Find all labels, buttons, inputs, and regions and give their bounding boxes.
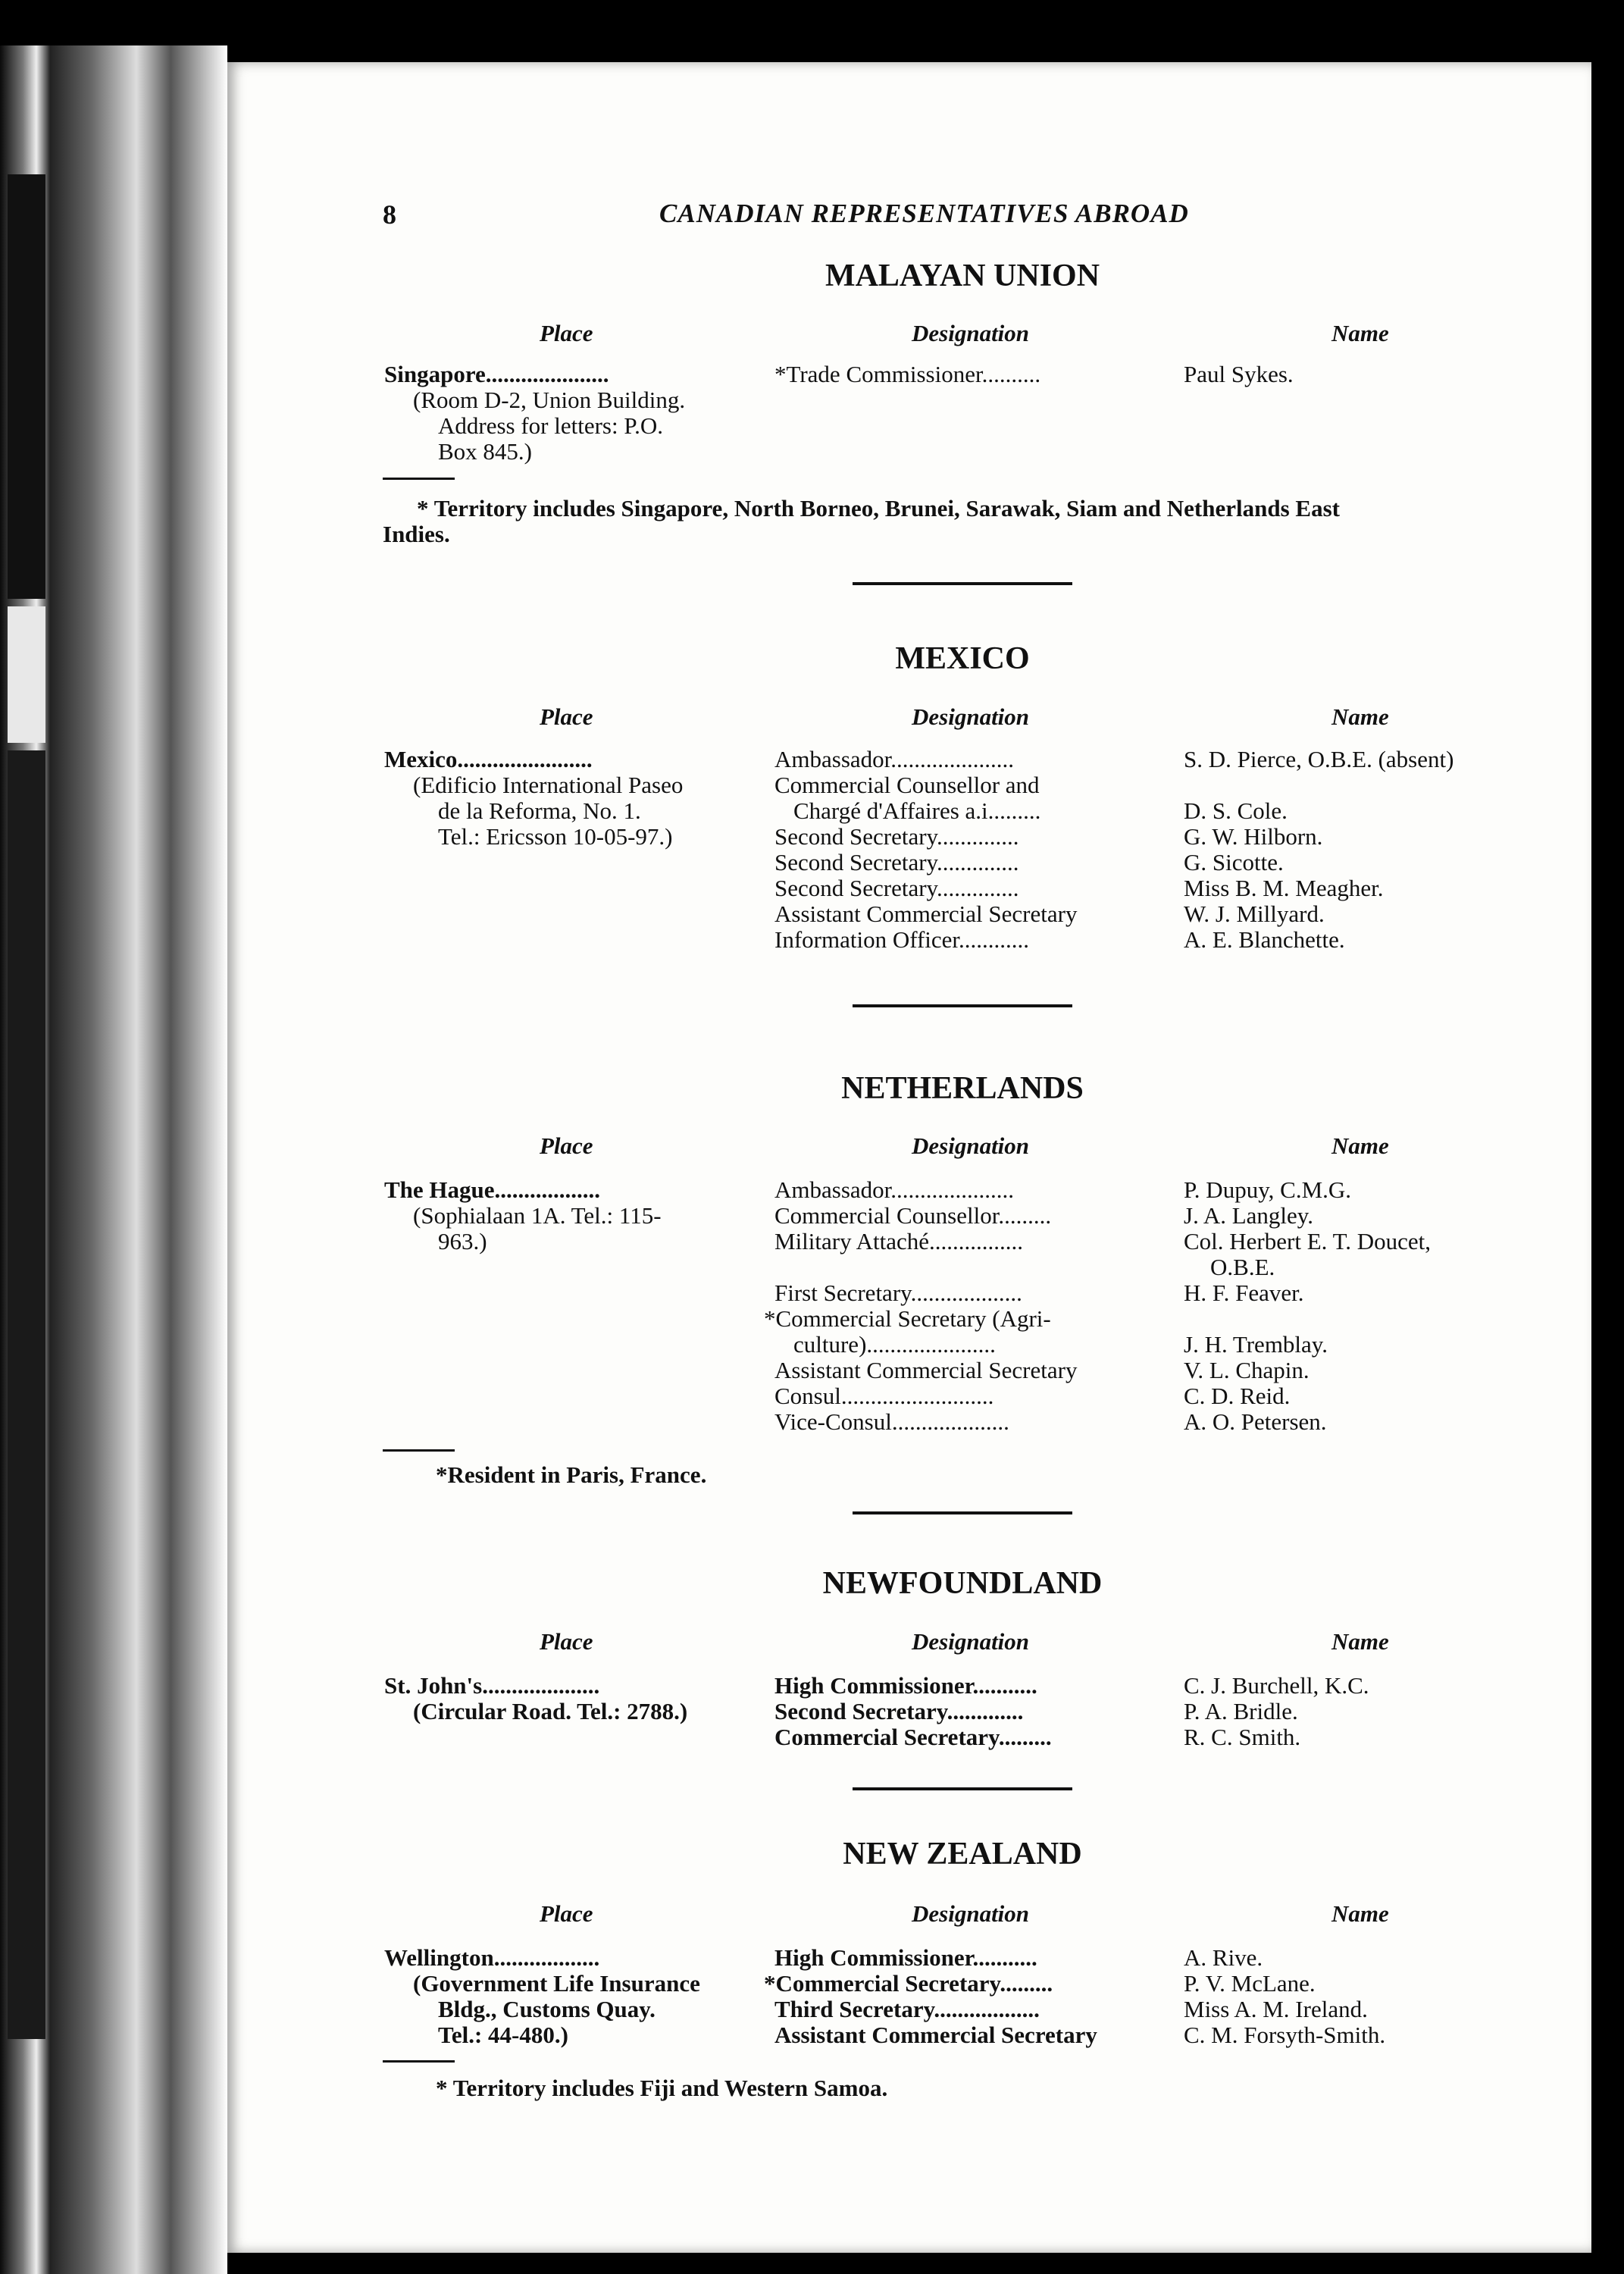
representative-name: Miss B. M. Meagher. xyxy=(1184,875,1384,901)
section-title-malayan-union: MALAYAN UNION xyxy=(825,258,1100,293)
representative-name: A. Rive. xyxy=(1184,1944,1263,1971)
representative-name: G. Sicotte. xyxy=(1184,849,1284,875)
binding-shadow xyxy=(8,174,45,599)
footnote-rule xyxy=(383,1449,455,1452)
representative-name: G. W. Hilborn. xyxy=(1184,823,1323,850)
designation: Second Secretary.............. xyxy=(774,875,1019,901)
scan-edge xyxy=(1591,45,1624,2274)
section-divider xyxy=(853,582,1072,585)
representative-name: Paul Sykes. xyxy=(1184,361,1294,387)
designation: Vice-Consul.................... xyxy=(774,1408,1009,1435)
designation: Second Secretary............. xyxy=(774,1698,1024,1724)
section-divider xyxy=(853,1787,1072,1790)
column-head-place: Place xyxy=(540,703,593,730)
page-number: 8 xyxy=(383,199,396,230)
representative-name: V. L. Chapin. xyxy=(1184,1357,1310,1383)
section-divider xyxy=(853,1004,1072,1007)
designation: Commercial Counsellor and xyxy=(774,772,1040,798)
column-head-name: Name xyxy=(1331,320,1389,346)
representative-name: P. Dupuy, C.M.G. xyxy=(1184,1176,1352,1203)
representative-name: Miss A. M. Ireland. xyxy=(1184,1996,1368,2022)
place-address-line: Address for letters: P.O. xyxy=(438,412,664,439)
designation: High Commissioner........... xyxy=(774,1944,1037,1971)
place-mexico: Mexico....................... xyxy=(384,746,593,772)
place-address-line: Tel.: 44-480.) xyxy=(438,2022,568,2048)
section-title-mexico: MEXICO xyxy=(895,641,1030,676)
representative-name: S. D. Pierce, O.B.E. (absent) xyxy=(1184,746,1454,772)
place-address-line: Tel.: Ericsson 10-05-97.) xyxy=(438,823,673,850)
column-head-designation: Designation xyxy=(912,320,1030,346)
place-address-line: (Government Life Insurance xyxy=(413,1970,700,1997)
designation: Consul.......................... xyxy=(774,1383,994,1409)
designation: Ambassador..................... xyxy=(774,1176,1015,1203)
designation: Third Secretary.................. xyxy=(774,1996,1040,2022)
designation: Assistant Commercial Secretary xyxy=(774,1357,1078,1383)
footnote: * Territory includes Fiji and Western Samoa. xyxy=(436,2075,888,2101)
designation: Chargé d'Affaires a.i......... xyxy=(793,797,1041,824)
designation: Ambassador..................... xyxy=(774,746,1015,772)
place-address-line: (Room D-2, Union Building. xyxy=(413,387,686,413)
representative-name: P. A. Bridle. xyxy=(1184,1698,1298,1724)
place-address-line: 963.) xyxy=(438,1228,487,1254)
place-address-line: (Edificio International Paseo xyxy=(413,772,684,798)
designation: High Commissioner........... xyxy=(774,1672,1037,1699)
designation: Commercial Counsellor......... xyxy=(774,1202,1052,1229)
column-head-name: Name xyxy=(1331,1628,1389,1655)
binding-shadow-lower xyxy=(8,750,45,2039)
representative-name: C. D. Reid. xyxy=(1184,1383,1291,1409)
representative-name: P. V. McLane. xyxy=(1184,1970,1316,1997)
designation: *Commercial Secretary (Agri- xyxy=(764,1305,1051,1332)
representative-name: W. J. Millyard. xyxy=(1184,901,1325,927)
designation: *Commercial Secretary......... xyxy=(764,1970,1053,1997)
footnote-rule xyxy=(383,2060,455,2063)
representative-name: J. H. Tremblay. xyxy=(1184,1331,1328,1358)
place-address-line: Box 845.) xyxy=(438,438,532,465)
place-address-line: (Sophialaan 1A. Tel.: 115- xyxy=(413,1202,662,1229)
section-title-new-zealand: NEW ZEALAND xyxy=(843,1837,1082,1872)
column-head-place: Place xyxy=(540,1900,593,1927)
place-singapore: Singapore..................... xyxy=(384,361,609,387)
place-address-line: de la Reforma, No. 1. xyxy=(438,797,641,824)
designation: First Secretary................... xyxy=(774,1280,1022,1306)
binding-highlight xyxy=(8,606,45,743)
designation: Military Attaché................ xyxy=(774,1228,1024,1254)
place-wellington: Wellington.................. xyxy=(384,1944,600,1971)
designation: culture)...................... xyxy=(793,1331,996,1358)
representative-name: A. O. Petersen. xyxy=(1184,1408,1327,1435)
representative-name: J. A. Langley. xyxy=(1184,1202,1314,1229)
column-head-name: Name xyxy=(1331,1900,1389,1927)
representative-name: A. E. Blanchette. xyxy=(1184,926,1345,953)
section-divider xyxy=(853,1511,1072,1514)
place-the-hague: The Hague.................. xyxy=(384,1176,601,1203)
footnote-rule xyxy=(383,478,455,480)
designation: Second Secretary.............. xyxy=(774,849,1019,875)
designation: *Trade Commissioner.......... xyxy=(774,361,1041,387)
representative-name: D. S. Cole. xyxy=(1184,797,1288,824)
designation: Assistant Commercial Secretary xyxy=(774,2022,1097,2048)
section-title-netherlands: NETHERLANDS xyxy=(841,1071,1084,1106)
footnote: *Resident in Paris, France. xyxy=(436,1461,707,1488)
representative-name: O.B.E. xyxy=(1210,1254,1275,1280)
column-head-place: Place xyxy=(540,1628,593,1655)
column-head-designation: Designation xyxy=(912,1900,1030,1927)
place-st-johns: St. John's.................... xyxy=(384,1672,600,1699)
column-head-designation: Designation xyxy=(912,703,1030,730)
designation: Assistant Commercial Secretary xyxy=(774,901,1078,927)
column-head-designation: Designation xyxy=(912,1628,1030,1655)
column-head-name: Name xyxy=(1331,703,1389,730)
column-head-name: Name xyxy=(1331,1132,1389,1159)
running-title: CANADIAN REPRESENTATIVES ABROAD xyxy=(659,199,1189,228)
representative-name: Col. Herbert E. T. Doucet, xyxy=(1184,1228,1431,1254)
place-address-line: Bldg., Customs Quay. xyxy=(438,1996,656,2022)
representative-name: C. M. Forsyth-Smith. xyxy=(1184,2022,1386,2048)
representative-name: C. J. Burchell, K.C. xyxy=(1184,1672,1369,1699)
footnote: * Territory includes Singapore, North Borneo, Brunei, Sarawak, Siam and Netherlands East xyxy=(417,495,1340,522)
footnote: Indies. xyxy=(383,521,450,547)
column-head-designation: Designation xyxy=(912,1132,1030,1159)
column-head-place: Place xyxy=(540,1132,593,1159)
designation: Information Officer............ xyxy=(774,926,1030,953)
designation: Commercial Secretary......... xyxy=(774,1724,1052,1750)
column-head-place: Place xyxy=(540,320,593,346)
representative-name: H. F. Feaver. xyxy=(1184,1280,1304,1306)
place-address-line: (Circular Road. Tel.: 2788.) xyxy=(413,1698,688,1724)
section-title-newfoundland: NEWFOUNDLAND xyxy=(822,1566,1103,1601)
designation: Second Secretary.............. xyxy=(774,823,1019,850)
representative-name: R. C. Smith. xyxy=(1184,1724,1301,1750)
